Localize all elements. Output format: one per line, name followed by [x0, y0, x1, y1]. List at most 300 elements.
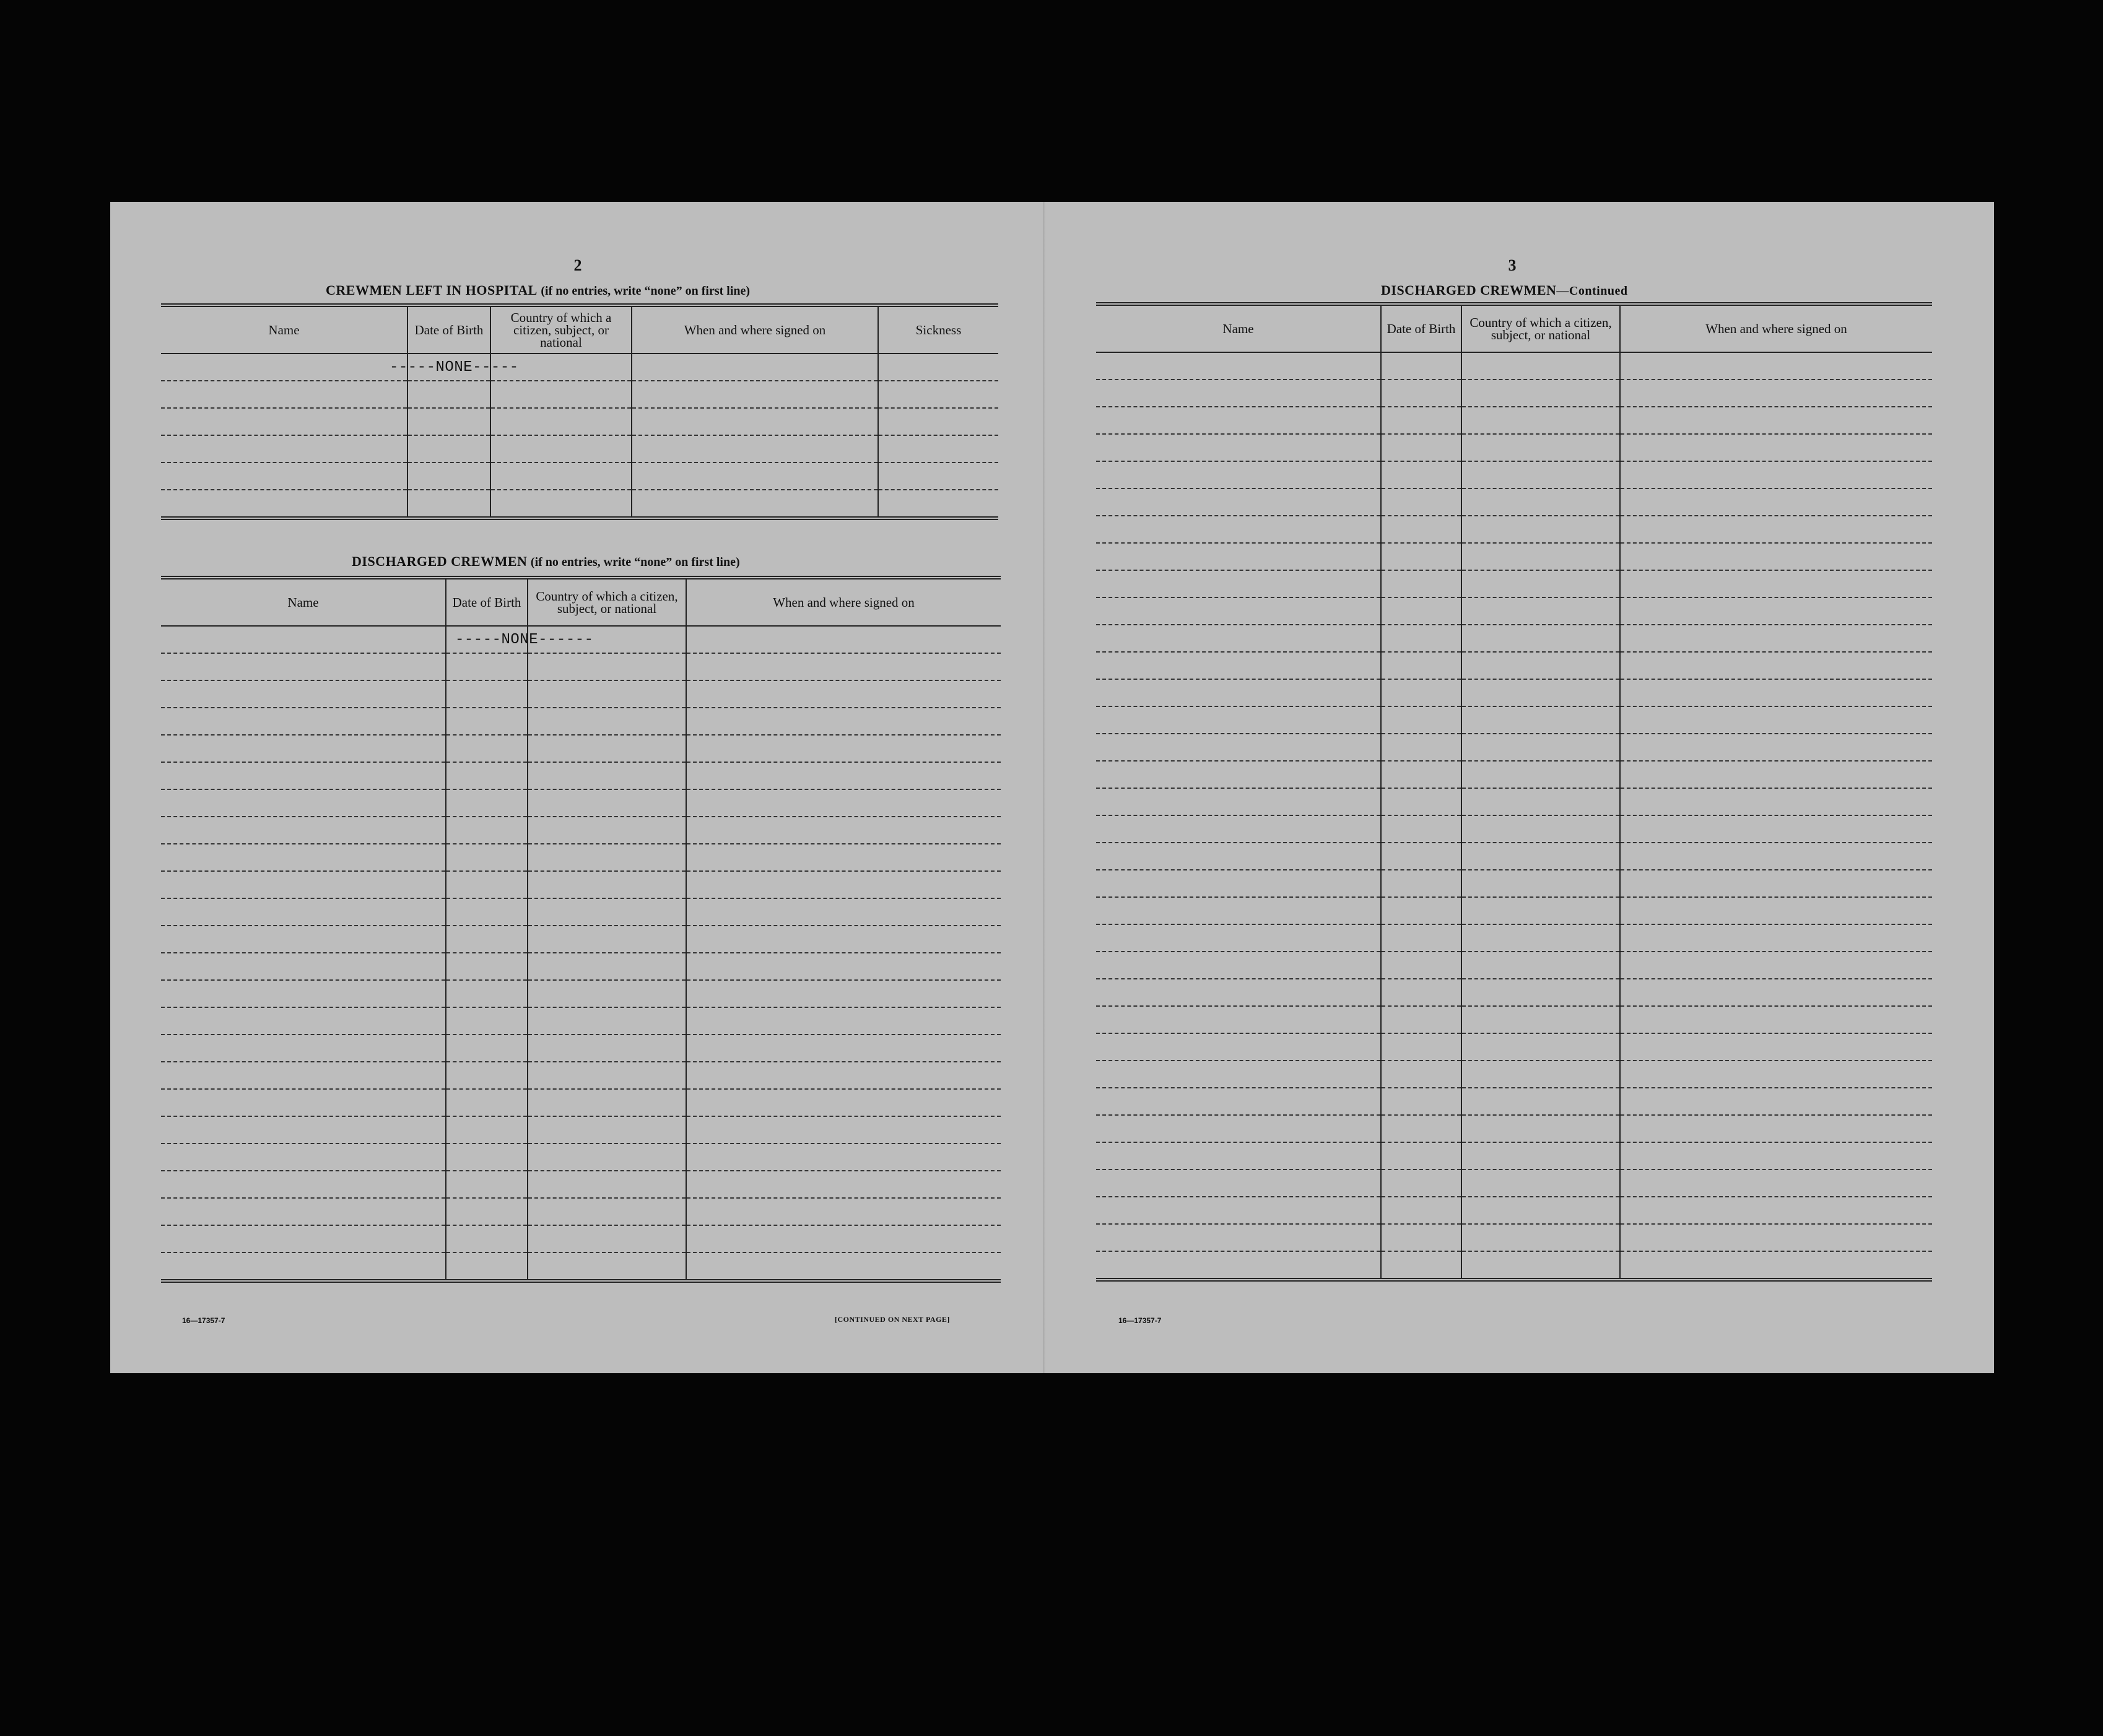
table-row	[1096, 734, 1932, 761]
table-cell	[1461, 679, 1620, 706]
table-cell	[686, 708, 1001, 735]
table-cell	[1381, 516, 1461, 543]
none-entry: -----NONE-----	[390, 359, 519, 376]
table-cell	[1620, 1061, 1932, 1088]
table-cell	[1381, 1197, 1461, 1224]
table-row	[1096, 1088, 1932, 1115]
table-row	[161, 1225, 1001, 1252]
table-cell	[686, 1252, 1001, 1281]
table-cell	[446, 1062, 528, 1089]
table-cell	[1096, 352, 1381, 380]
table-cell	[1096, 1061, 1381, 1088]
table-cell	[446, 871, 528, 898]
table-cell	[1620, 516, 1932, 543]
table-cell	[878, 490, 998, 518]
hospital-section-title	[326, 282, 750, 298]
table-row	[161, 490, 998, 518]
table-row	[1096, 870, 1932, 897]
table-cell	[528, 653, 686, 680]
table-cell	[528, 789, 686, 817]
table-row	[1096, 488, 1932, 516]
table-cell	[490, 462, 632, 490]
col-date-of-birth: Date of Birth	[1381, 304, 1461, 352]
table-cell	[1381, 1170, 1461, 1197]
table-cell	[686, 1007, 1001, 1035]
col-name: Name	[1096, 304, 1381, 352]
table-cell	[161, 898, 446, 926]
table-cell	[161, 1144, 446, 1171]
table-cell	[1096, 380, 1381, 407]
table-cell	[878, 435, 998, 462]
table-cell	[686, 626, 1001, 653]
table-cell	[686, 653, 1001, 680]
col-signed-on: When and where signed on	[1620, 304, 1932, 352]
table-cell	[686, 1171, 1001, 1198]
table-cell	[878, 462, 998, 490]
table-cell	[446, 980, 528, 1007]
table-cell	[632, 381, 878, 408]
table-cell	[632, 435, 878, 462]
table-cell	[1461, 924, 1620, 952]
table-row	[1096, 1251, 1932, 1280]
table-cell	[1461, 1251, 1620, 1280]
table-cell	[446, 762, 528, 789]
table-cell	[1381, 706, 1461, 734]
table-cell	[490, 381, 632, 408]
table-cell	[1461, 815, 1620, 843]
table-cell	[1620, 434, 1932, 461]
table-cell	[407, 462, 490, 490]
table-row	[161, 653, 1001, 680]
col-sickness: Sickness	[878, 305, 998, 354]
col-country: Country of which a citizen, subject, or national	[490, 305, 632, 354]
table-cell	[446, 1116, 528, 1144]
page-number: 2	[573, 256, 582, 274]
table-cell	[1461, 380, 1620, 407]
table-cell	[686, 817, 1001, 844]
col-name: Name	[161, 578, 446, 626]
table-cell	[407, 408, 490, 435]
table-cell	[1096, 788, 1381, 815]
continued-note: [CONTINUED ON NEXT PAGE]	[835, 1315, 950, 1324]
table-row	[161, 408, 998, 435]
table-cell	[1381, 843, 1461, 870]
table-row	[161, 381, 998, 408]
table-cell	[528, 680, 686, 708]
table-cell	[1620, 1224, 1932, 1251]
table-cell	[1381, 597, 1461, 625]
table-cell	[1381, 815, 1461, 843]
table-cell	[1620, 870, 1932, 897]
table-row	[161, 1062, 1001, 1089]
table-cell	[1096, 570, 1381, 597]
table-cell	[1461, 1033, 1620, 1061]
table-cell	[1461, 897, 1620, 924]
table-cell	[1381, 924, 1461, 952]
table-row	[1096, 1061, 1932, 1088]
table-cell	[1461, 843, 1620, 870]
table-cell	[161, 762, 446, 789]
table-cell	[1381, 979, 1461, 1006]
table-cell	[1620, 543, 1932, 570]
table-cell	[1096, 434, 1381, 461]
table-cell	[161, 626, 446, 653]
table-cell	[161, 653, 446, 680]
table-row	[1096, 815, 1932, 843]
table-cell	[1461, 870, 1620, 897]
table-cell	[1620, 1251, 1932, 1280]
table-cell	[1461, 1170, 1620, 1197]
table-cell	[161, 354, 407, 381]
table-row	[161, 789, 1001, 817]
table-cell	[490, 408, 632, 435]
table-row	[1096, 516, 1932, 543]
table-cell	[1461, 788, 1620, 815]
table-cell	[161, 435, 407, 462]
table-cell	[446, 1144, 528, 1171]
table-cell	[161, 1225, 446, 1252]
table-cell	[878, 354, 998, 381]
table-cell	[1381, 570, 1461, 597]
table-row	[1096, 1006, 1932, 1033]
table-cell	[1381, 761, 1461, 788]
table-cell	[686, 1035, 1001, 1062]
table-cell	[1461, 1224, 1620, 1251]
table-cell	[1461, 434, 1620, 461]
table-cell	[161, 381, 407, 408]
table-row	[161, 980, 1001, 1007]
table-cell	[446, 953, 528, 980]
table-cell	[686, 680, 1001, 708]
table-cell	[528, 926, 686, 953]
table-cell	[446, 626, 594, 653]
table-cell	[161, 735, 446, 762]
table-cell	[1461, 543, 1620, 570]
left-page	[110, 202, 1052, 1373]
table-row	[161, 1089, 1001, 1116]
table-cell	[161, 1062, 446, 1089]
table-cell	[528, 1225, 686, 1252]
table-row	[161, 735, 1001, 762]
table-cell	[528, 817, 686, 844]
form-number: 16—17357-7	[182, 1316, 225, 1325]
table-cell	[1096, 1251, 1381, 1280]
table-cell	[490, 490, 632, 518]
table-cell	[1461, 570, 1620, 597]
table-cell	[878, 381, 998, 408]
table-cell	[161, 1035, 446, 1062]
table-row	[1096, 543, 1932, 570]
discharged-note: (if no entries, write “none” on first line)	[530, 555, 740, 569]
table-cell	[1620, 1142, 1932, 1170]
table-cell	[1096, 1088, 1381, 1115]
table-cell	[1620, 461, 1932, 488]
table-cell	[686, 980, 1001, 1007]
table-cell	[528, 1116, 686, 1144]
table-cell	[1096, 516, 1381, 543]
table-cell	[1096, 706, 1381, 734]
table-row	[161, 844, 1001, 871]
table-row	[161, 462, 998, 490]
table-cell	[446, 844, 528, 871]
table-cell	[1381, 1115, 1461, 1142]
table-row	[1096, 434, 1932, 461]
table-cell	[1381, 488, 1461, 516]
table-cell	[1620, 897, 1932, 924]
table-cell	[686, 1198, 1001, 1225]
table-cell	[161, 462, 407, 490]
table-row	[161, 871, 1001, 898]
table-cell	[161, 1116, 446, 1144]
table-cell	[1381, 679, 1461, 706]
table-cell	[1620, 625, 1932, 652]
table-cell	[1096, 897, 1381, 924]
table-cell	[686, 1144, 1001, 1171]
table-cell	[1096, 1006, 1381, 1033]
table-row	[161, 435, 998, 462]
table-cell	[686, 898, 1001, 926]
table-cell	[446, 789, 528, 817]
table-row	[1096, 979, 1932, 1006]
table-row	[1096, 597, 1932, 625]
table-row	[1096, 461, 1932, 488]
table-cell	[1381, 625, 1461, 652]
col-name: Name	[161, 305, 407, 354]
table-cell	[686, 844, 1001, 871]
table-cell	[1096, 1142, 1381, 1170]
table-cell	[632, 354, 878, 381]
table-cell	[1381, 352, 1461, 380]
table-cell	[1096, 488, 1381, 516]
table-cell	[161, 980, 446, 1007]
table-row	[161, 1198, 1001, 1225]
table-cell	[528, 1252, 686, 1281]
table-cell	[1620, 952, 1932, 979]
continued-suffix: —Continued	[1556, 284, 1628, 298]
table-cell	[407, 381, 490, 408]
table-cell	[390, 354, 519, 381]
table-cell	[1381, 897, 1461, 924]
table-cell	[161, 1007, 446, 1035]
table-cell	[1461, 1006, 1620, 1033]
table-cell	[1096, 461, 1381, 488]
table-cell	[1620, 734, 1932, 761]
table-cell	[407, 435, 490, 462]
table-cell	[1461, 734, 1620, 761]
table-cell	[1620, 924, 1932, 952]
col-country: Country of which a citizen, subject, or national	[528, 578, 686, 626]
table-cell	[528, 1062, 686, 1089]
table-cell	[161, 708, 446, 735]
table-row	[1096, 652, 1932, 679]
table-cell	[161, 1171, 446, 1198]
table-cell	[528, 980, 686, 1007]
hospital-note: (if no entries, write “none” on first line)	[541, 284, 751, 298]
table-cell	[446, 653, 528, 680]
table-cell	[1461, 952, 1620, 979]
table-cell	[1620, 380, 1932, 407]
table-cell	[1461, 407, 1620, 434]
table-row	[161, 354, 998, 381]
none-entry: -----NONE------	[455, 631, 594, 648]
table-cell	[446, 926, 528, 953]
table-cell	[1461, 1088, 1620, 1115]
table-cell	[1461, 761, 1620, 788]
table-cell	[528, 762, 686, 789]
table-cell	[446, 1007, 528, 1035]
table-cell	[446, 1089, 528, 1116]
table-cell	[446, 708, 528, 735]
table-cell	[446, 1225, 528, 1252]
table-cell	[528, 1198, 686, 1225]
table-cell	[161, 926, 446, 953]
table-row	[1096, 1197, 1932, 1224]
table-cell	[528, 1035, 686, 1062]
right-page	[1045, 202, 1994, 1373]
table-cell	[1620, 570, 1932, 597]
table-cell	[1620, 706, 1932, 734]
table-row	[1096, 788, 1932, 815]
table-cell	[161, 408, 407, 435]
table-cell	[686, 1062, 1001, 1089]
table-row	[1096, 1033, 1932, 1061]
discharged-section-title	[352, 553, 740, 570]
hospital-table	[161, 303, 998, 520]
table-row	[161, 926, 1001, 953]
table-row	[161, 708, 1001, 735]
table-cell	[1096, 870, 1381, 897]
table-cell	[1620, 979, 1932, 1006]
table-cell	[161, 871, 446, 898]
table-row	[1096, 380, 1932, 407]
table-cell	[1620, 407, 1932, 434]
table-row	[1096, 625, 1932, 652]
table-cell	[1381, 434, 1461, 461]
table-cell	[1461, 706, 1620, 734]
table-cell	[161, 817, 446, 844]
table-cell	[1096, 761, 1381, 788]
table-cell	[528, 1089, 686, 1116]
table-cell	[161, 953, 446, 980]
table-cell	[161, 1198, 446, 1225]
discharged-continued-table	[1096, 302, 1932, 1282]
table-cell	[1381, 407, 1461, 434]
table-cell	[1381, 461, 1461, 488]
discharged-continued-title	[1381, 282, 1627, 298]
table-cell	[1381, 1006, 1461, 1033]
table-cell	[1096, 597, 1381, 625]
table-cell	[1461, 488, 1620, 516]
table-cell	[528, 871, 686, 898]
table-cell	[1096, 407, 1381, 434]
table-cell	[1381, 1142, 1461, 1170]
table-cell	[686, 926, 1001, 953]
discharged-title: DISCHARGED CREWMEN	[352, 553, 528, 569]
table-cell	[1461, 625, 1620, 652]
form-number: 16—17357-7	[1118, 1316, 1162, 1325]
table-cell	[1620, 1088, 1932, 1115]
table-cell	[446, 1198, 528, 1225]
table-cell	[1620, 1006, 1932, 1033]
col-signed-on: When and where signed on	[632, 305, 878, 354]
table-cell	[1096, 952, 1381, 979]
table-cell	[878, 408, 998, 435]
col-date-of-birth: Date of Birth	[407, 305, 490, 354]
table-cell	[1381, 652, 1461, 679]
table-row	[161, 1171, 1001, 1198]
table-cell	[1381, 870, 1461, 897]
table-cell	[446, 1035, 528, 1062]
table-cell	[1461, 516, 1620, 543]
table-cell	[686, 953, 1001, 980]
table-row	[161, 1035, 1001, 1062]
table-cell	[686, 1225, 1001, 1252]
table-cell	[446, 898, 528, 926]
table-cell	[1620, 788, 1932, 815]
table-cell	[528, 844, 686, 871]
table-cell	[686, 1089, 1001, 1116]
table-cell	[528, 898, 686, 926]
table-cell	[1381, 788, 1461, 815]
table-cell	[1461, 1115, 1620, 1142]
table-cell	[1096, 924, 1381, 952]
table-cell	[446, 735, 528, 762]
table-cell	[686, 1116, 1001, 1144]
table-row	[1096, 1224, 1932, 1251]
table-cell	[1461, 352, 1620, 380]
table-cell	[528, 708, 686, 735]
discharged-continued-label: DISCHARGED CREWMEN	[1381, 282, 1557, 298]
table-cell	[686, 871, 1001, 898]
table-cell	[1096, 1197, 1381, 1224]
table-row	[1096, 897, 1932, 924]
table-cell	[1096, 979, 1381, 1006]
table-cell	[528, 1171, 686, 1198]
table-row	[1096, 952, 1932, 979]
table-cell	[1461, 1061, 1620, 1088]
table-row	[1096, 1142, 1932, 1170]
col-signed-on: When and where signed on	[686, 578, 1001, 626]
table-cell	[528, 1007, 686, 1035]
table-cell	[1620, 679, 1932, 706]
table-row	[1096, 1115, 1932, 1142]
table-cell	[446, 680, 528, 708]
table-cell	[1381, 1088, 1461, 1115]
table-row	[1096, 352, 1932, 380]
table-row	[161, 1144, 1001, 1171]
table-cell	[1381, 380, 1461, 407]
table-cell	[1096, 734, 1381, 761]
table-cell	[1620, 652, 1932, 679]
table-cell	[1096, 1115, 1381, 1142]
table-cell	[1381, 1224, 1461, 1251]
table-cell	[686, 789, 1001, 817]
table-cell	[161, 789, 446, 817]
table-row	[1096, 924, 1932, 952]
table-cell	[1620, 352, 1932, 380]
table-cell	[1461, 979, 1620, 1006]
table-cell	[1096, 652, 1381, 679]
table-cell	[161, 680, 446, 708]
table-cell	[446, 1171, 528, 1198]
table-cell	[1096, 543, 1381, 570]
table-cell	[161, 1252, 446, 1281]
table-cell	[686, 735, 1001, 762]
table-row	[1096, 843, 1932, 870]
table-cell	[632, 490, 878, 518]
table-cell	[1381, 734, 1461, 761]
table-cell	[1620, 1033, 1932, 1061]
